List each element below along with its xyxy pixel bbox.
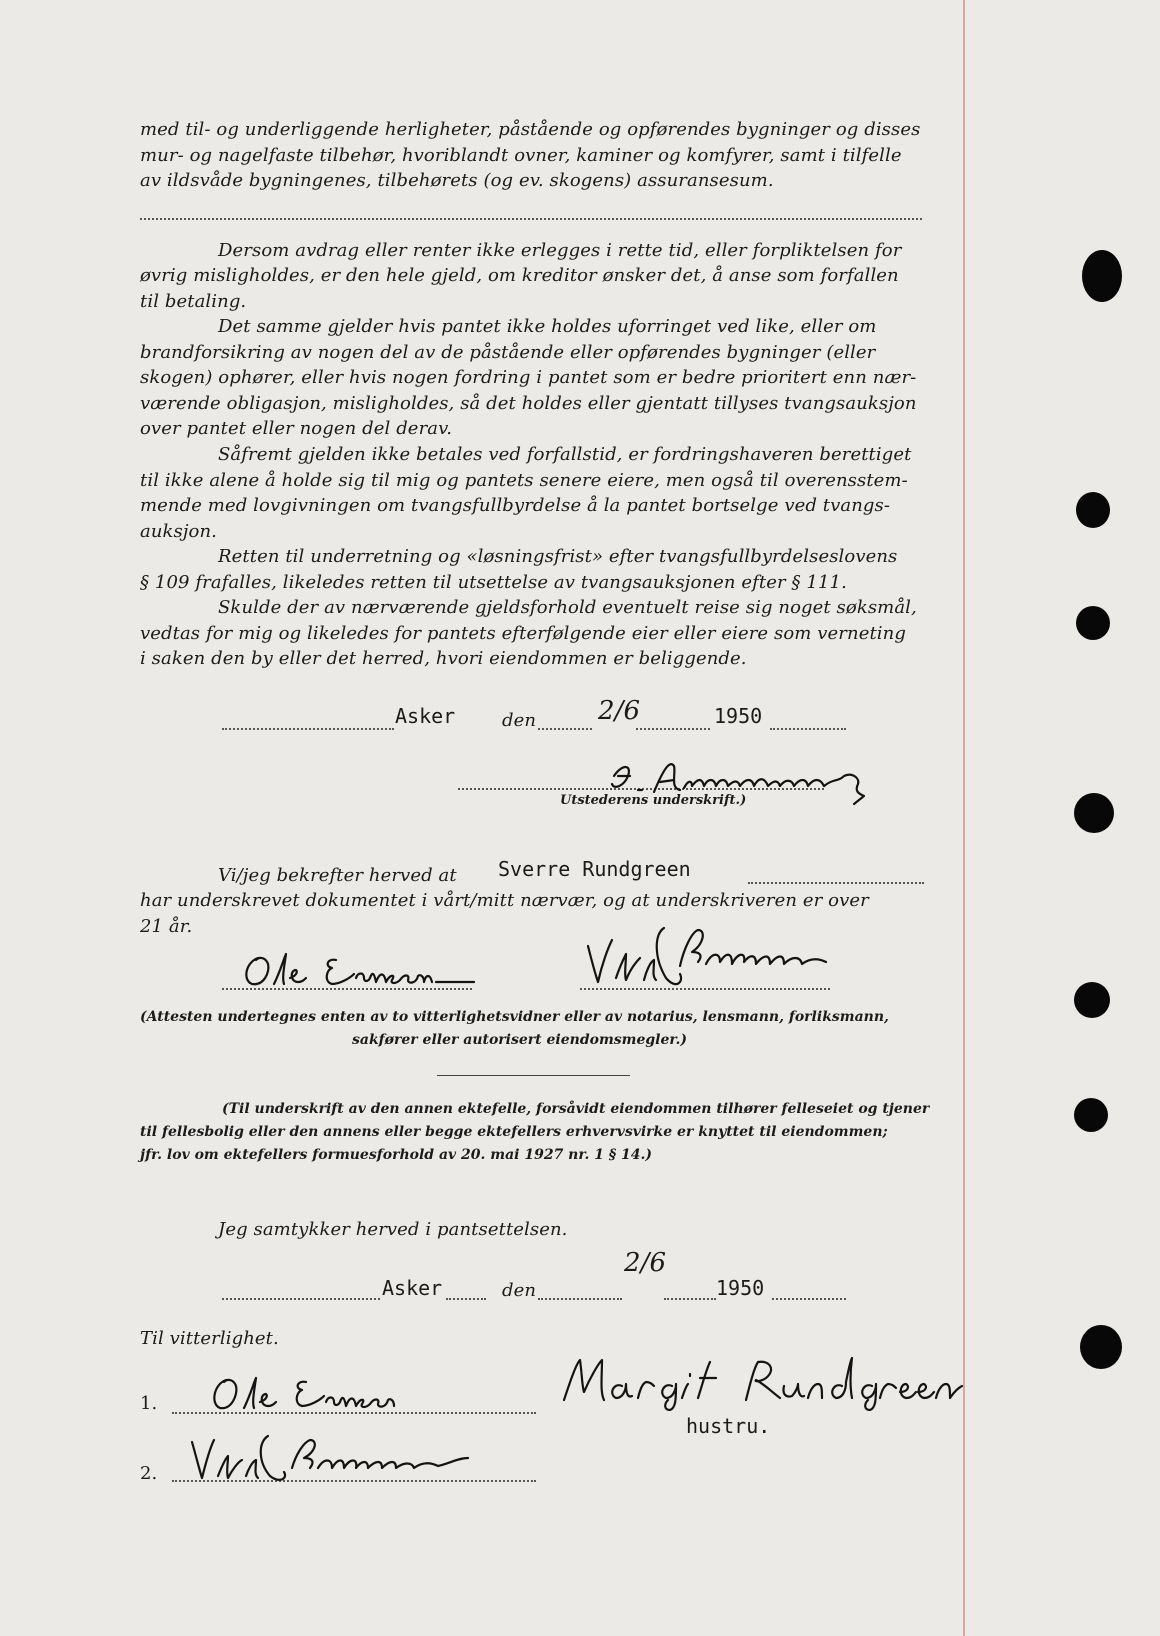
text-line: Såfremt gjelden ikke betales ved forfallstid, er fordringshaveren berettiget [218, 444, 912, 465]
consent-text: Jeg samtykker herved i pantsettelsen. [218, 1219, 568, 1240]
text-line: med til- og underliggende herligheter, påstående og opførendes bygninger og disses [140, 119, 921, 140]
divider-line [437, 1075, 630, 1076]
witness-number-2: 2. [140, 1463, 158, 1484]
text-line: av ildsvåde bygningenes, tilbehørets (og ev. skogens) assuransesum. [140, 170, 774, 191]
punch-hole [1074, 793, 1114, 833]
spouse-note-line: til fellesbolig eller den annens eller begge ektefellers erhvervsvirke er knyttet til eiendommen; [140, 1124, 888, 1140]
text-line: i saken den by eller det herred, hvori eiendommen er beliggende. [140, 648, 747, 669]
witness-signature-line [580, 988, 830, 990]
witness-1-signature [206, 1372, 506, 1414]
dotted-fill [222, 1298, 380, 1300]
place-field: Asker [395, 704, 456, 728]
spouse-signature-margit-rundgreen [560, 1352, 974, 1412]
text-line: vedtas for mig og likeledes for pantets efterfølgende eier eller eiere som verneting [140, 623, 906, 644]
text-line: Skulde der av nærværende gjeldsforhold eventuelt reise sig noget søksmål, [218, 597, 917, 618]
witnessing-label: Til vitterlighet. [140, 1328, 279, 1349]
day-field: 2/6 [598, 696, 641, 726]
dotted-fill [538, 728, 592, 730]
dotted-fill [222, 728, 394, 730]
text-line: Dersom avdrag eller renter ikke erlegges i rette tid, eller forpliktelsen for [218, 240, 902, 261]
confirmed-name: Sverre Rundgreen [498, 857, 691, 881]
place-field: Asker [382, 1276, 443, 1300]
year-field: 1950 [716, 1276, 765, 1300]
text-line: 21 år. [140, 916, 193, 937]
text-line: har underskrevet dokumentet i vårt/mitt nærvær, og at underskriveren er over [140, 890, 869, 911]
witness-signature-2 [580, 918, 880, 994]
text-line: auksjon. [140, 521, 218, 542]
dotted-fill [538, 1298, 622, 1300]
text-line: brandforsikring av nogen del av de påstående eller opførendes bygninger (eller [140, 342, 876, 363]
den-label: den [502, 1280, 537, 1301]
text-line: til betaling. [140, 291, 247, 312]
punch-hole [1076, 606, 1110, 640]
witness-note-line: (Attesten undertegnes enten av to vitterlighetsvidner eller av notarius, lensmann, forliksmann, [140, 1009, 889, 1025]
year-field: 1950 [714, 704, 763, 728]
dotted-fill [636, 728, 710, 730]
punch-hole [1074, 1098, 1108, 1132]
dotted-separator [140, 218, 922, 220]
text-line: værende obligasjon, misligholdes, så det holdes eller gjentatt tillyses tvangsauksjon [140, 393, 917, 414]
text-line: Det samme gjelder hvis pantet ikke holdes uforringet ved like, eller om [218, 316, 877, 337]
witness-signature-ole-hansen [240, 948, 480, 992]
text-line: mur- og nagelfaste tilbehør, hvoriblandt ovner, kaminer og komfyrer, samt i tilfelle [140, 145, 902, 166]
confirmation-prefix: Vi/jeg bekrefter herved at [218, 865, 457, 886]
day-field: 2/6 [624, 1248, 667, 1278]
text-line: øvrig misligholdes, er den hele gjeld, om kreditor ønsker det, å anse som forfallen [140, 265, 899, 286]
dotted-fill [770, 728, 846, 730]
spouse-note-line: jfr. lov om ektefellers formuesforhold av 20. mai 1927 nr. 1 § 14.) [140, 1147, 652, 1163]
punch-hole [1076, 492, 1110, 528]
text-line: mende med lovgivningen om tvangsfullbyrdelse å la pantet bortselge ved tvangs- [140, 495, 891, 516]
witness-2-signature [186, 1428, 506, 1486]
punch-hole [1082, 250, 1122, 302]
witness-note-line: sakfører eller autorisert eiendomsmegler.) [352, 1032, 687, 1048]
dotted-fill [748, 882, 924, 884]
spouse-note-line: (Til underskrift av den annen ektefelle, forsåvidt eiendommen tilhører felleseiet og tjener [222, 1101, 930, 1117]
dotted-fill [446, 1298, 486, 1300]
punch-hole [1074, 982, 1110, 1018]
text-line: § 109 frafalles, likeledes retten til utsettelse av tvangsauksjonen efter § 111. [140, 572, 847, 593]
witness-number-1: 1. [140, 1393, 158, 1414]
text-line: Retten til underretning og «løsningsfrist» efter tvangsfullbyrdelseslovens [218, 546, 898, 567]
dotted-fill [664, 1298, 716, 1300]
issuer-signature-label: Utstederens underskrift.) [560, 793, 747, 808]
text-line: til ikke alene å holde sig til mig og pantets senere eiere, men også til overensstem- [140, 470, 908, 491]
text-line: skogen) ophører, eller hvis nogen fordring i pantet som er bedre prioritert enn nær- [140, 367, 917, 388]
den-label: den [502, 710, 537, 731]
dotted-fill [772, 1298, 846, 1300]
punch-hole [1080, 1325, 1122, 1369]
text-line: over pantet eller nogen del derav. [140, 418, 453, 439]
spouse-role: hustru. [686, 1414, 771, 1438]
